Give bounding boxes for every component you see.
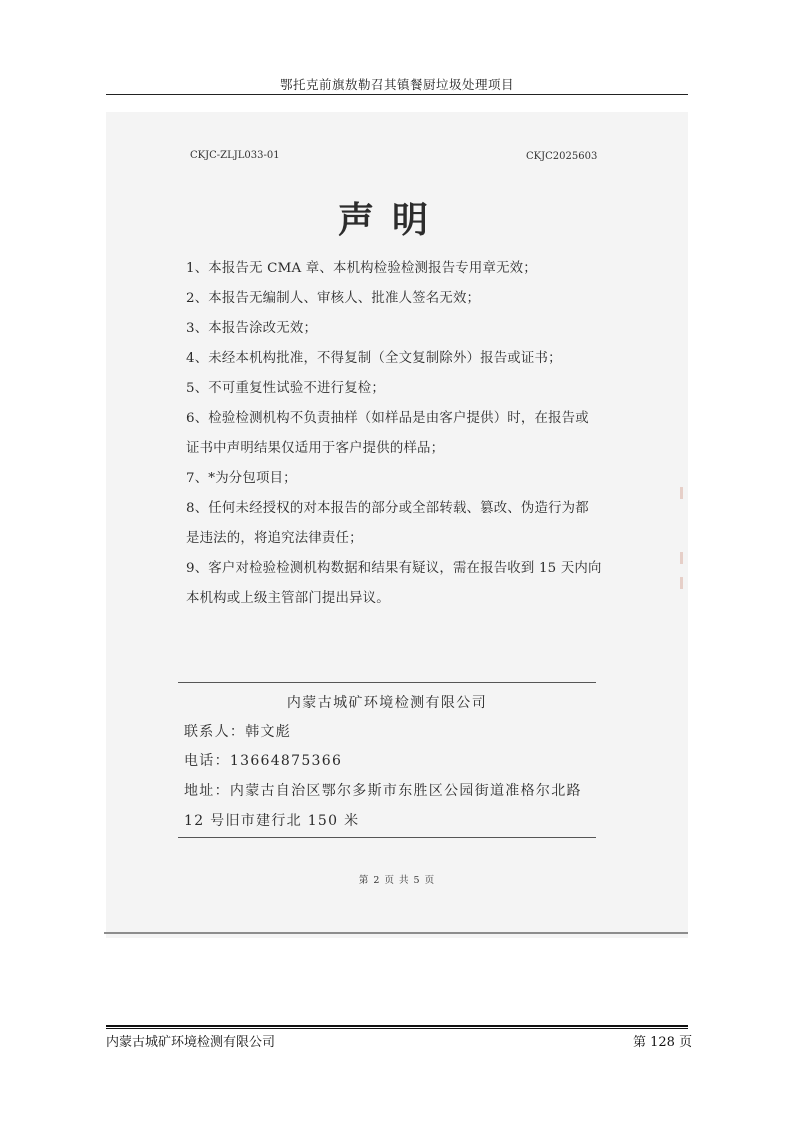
- project-title: 鄂托克前旗敖勒召其镇餐厨垃圾处理项目: [279, 77, 514, 92]
- declaration-line: 7、*为分包项目；: [186, 471, 297, 486]
- declaration-line: 2、本报告无编制人、审核人、批准人签名无效；: [186, 291, 481, 306]
- company-info-block: [178, 682, 596, 840]
- declaration-line: 是违法的，将追究法律责任；: [186, 531, 363, 546]
- declaration-line: 证书中声明结果仅适用于客户提供的样品；: [186, 441, 445, 456]
- address-line: 12 号旧市建行北 150 米: [184, 813, 360, 829]
- doc-code-left: CKJC-ZLJL033-01: [190, 150, 280, 161]
- footer-rule: [106, 1028, 688, 1029]
- declaration-line: 5、不可重复性试验不进行复检；: [186, 381, 385, 396]
- declaration-line: 本机构或上级主管部门提出异议。: [186, 591, 390, 606]
- contact-person: 联系人：韩文彪: [184, 724, 292, 740]
- scan-artifact: [680, 552, 683, 564]
- scan-artifact: [680, 577, 683, 589]
- footer-company: 内蒙古城矿环境检测有限公司: [106, 1035, 276, 1050]
- footer-rule: [106, 1025, 688, 1027]
- company-name: 内蒙古城矿环境检测有限公司: [286, 695, 488, 711]
- scan-page-number: 第 2 页 共 5 页: [358, 875, 436, 886]
- phone-number: 电话：13664875366: [184, 753, 343, 769]
- footer-page-number: 第 128 页: [633, 1035, 693, 1050]
- scan-artifact: [680, 487, 683, 499]
- doc-code-right: CKJC2025603: [526, 151, 598, 162]
- scanned-page: [106, 112, 688, 938]
- declaration-line: 6、检验检测机构不负责抽样（如样品是由客户提供）时，在报告或: [186, 411, 589, 426]
- declaration-line: 8、任何未经授权的对本报告的部分或全部转载、篡改、伪造行为都: [186, 501, 589, 516]
- declaration-line: 1、本报告无 CMA 章、本机构检验检测报告专用章无效；: [186, 261, 537, 276]
- address-line: 地址：内蒙古自治区鄂尔多斯市东胜区公园街道准格尔北路: [184, 783, 582, 799]
- declaration-line: 3、本报告涂改无效；: [186, 321, 318, 336]
- declaration-line: 9、客户对检验检测机构数据和结果有疑议，需在报告收到 15 天内向: [186, 561, 602, 576]
- divider: [178, 837, 596, 838]
- document-header: [106, 72, 688, 95]
- divider: [178, 682, 596, 683]
- declaration-line: 4、未经本机构批准，不得复制（全文复制除外）报告或证书；: [186, 351, 562, 366]
- declaration-title: 声明: [338, 200, 447, 241]
- scan-edge: [104, 932, 688, 934]
